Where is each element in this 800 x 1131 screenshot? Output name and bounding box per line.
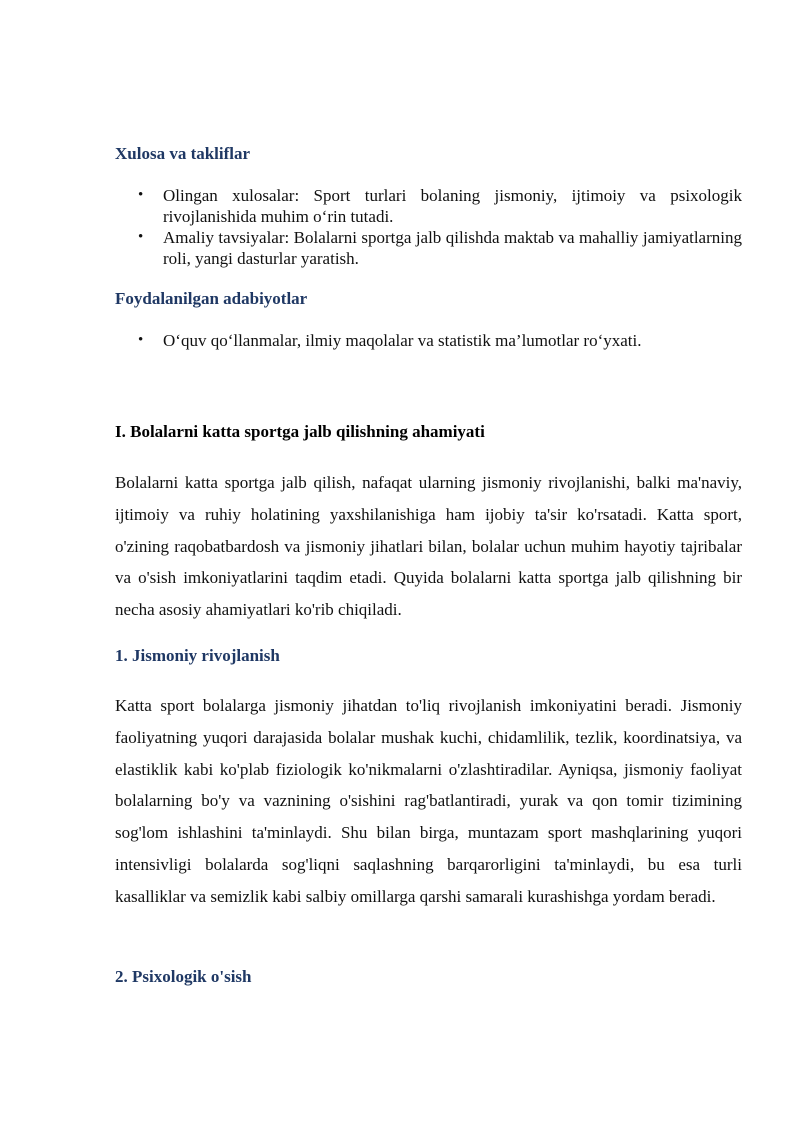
list-item-text: O‘quv qo‘llanmalar, ilmiy maqolalar va statistik ma’lumotlar ro‘yxati. — [163, 331, 642, 350]
heading-chapter-1: I. Bolalarni katta sportga jalb qilishning ahamiyati — [115, 422, 485, 441]
conclusions-list — [115, 185, 742, 269]
heading-conclusions: Xulosa va takliflar — [115, 144, 251, 163]
references-list — [115, 330, 742, 351]
list-item — [115, 330, 742, 351]
bullet-icon: • — [138, 229, 144, 245]
list-item-text: Amaliy tavsiyalar: Bolalarni sportga jalb qilishda maktab va mahalliy jamiyatlarning roli, yangi dasturlar yaratish. — [163, 228, 742, 268]
physical-development-paragraph: Katta sport bolalarga jismoniy jihatdan to'liq rivojlanish imkoniyatini beradi. Jismoniy faoliyatning yuqori darajasida bolalar mushak kuchi, chidamlilik, tezlik, koordinatsiya, va elastiklik kabi ko'plab fiziologik ko'nikmalarni o'zlashtiradilar. Ayniqsa, jismoniy faoliyat bolalarning bo'y va vaznining o'sishini rag'batlantiradi, yurak va qon tomir tizimining sog'lom ishlashini ta'minlaydi. Shu bilan birga, muntazam sport mashqlarining yuqori intensivligi bolalarda sog'liqni saqlashning barqarorligini ta'minlaydi, bu esa turli kasalliklar va semizlik kabi salbiy omillarga qarshi samarali kurashishga yordam beradi. — [115, 696, 742, 906]
heading-references: Foydalanilgan adabiyotlar — [115, 289, 308, 308]
list-item-text: Olingan xulosalar: Sport turlari bolaning jismoniy, ijtimoiy va psixologik rivojlanishida muhim o‘rin tutadi. — [163, 186, 742, 226]
bullet-icon: • — [138, 332, 144, 348]
subheading-psychological-growth: 2. Psixologik o'sish — [115, 967, 252, 986]
chapter-1-intro-paragraph: Bolalarni katta sportga jalb qilish, nafaqat ularning jismoniy rivojlanishi, balki ma'naviy, ijtimoiy va ruhiy holatining yaxshilanishiga ham ijobiy ta'sir ko'rsatadi. Katta sport, o'zining raqobatbardosh va jismoniy jihatlari bilan, bolalar uchun muhim hayotiy tajribalar va o'sish imkoniyatlarini taqdim etadi. Quyida bolalarni katta sportga jalb qilishning bir necha asosiy ahamiyatlari ko'rib chiqiladi. — [115, 473, 742, 620]
bullet-icon: • — [138, 187, 144, 203]
list-item — [115, 185, 742, 227]
list-item — [115, 227, 742, 269]
subheading-physical-development: 1. Jismoniy rivojlanish — [115, 646, 280, 665]
